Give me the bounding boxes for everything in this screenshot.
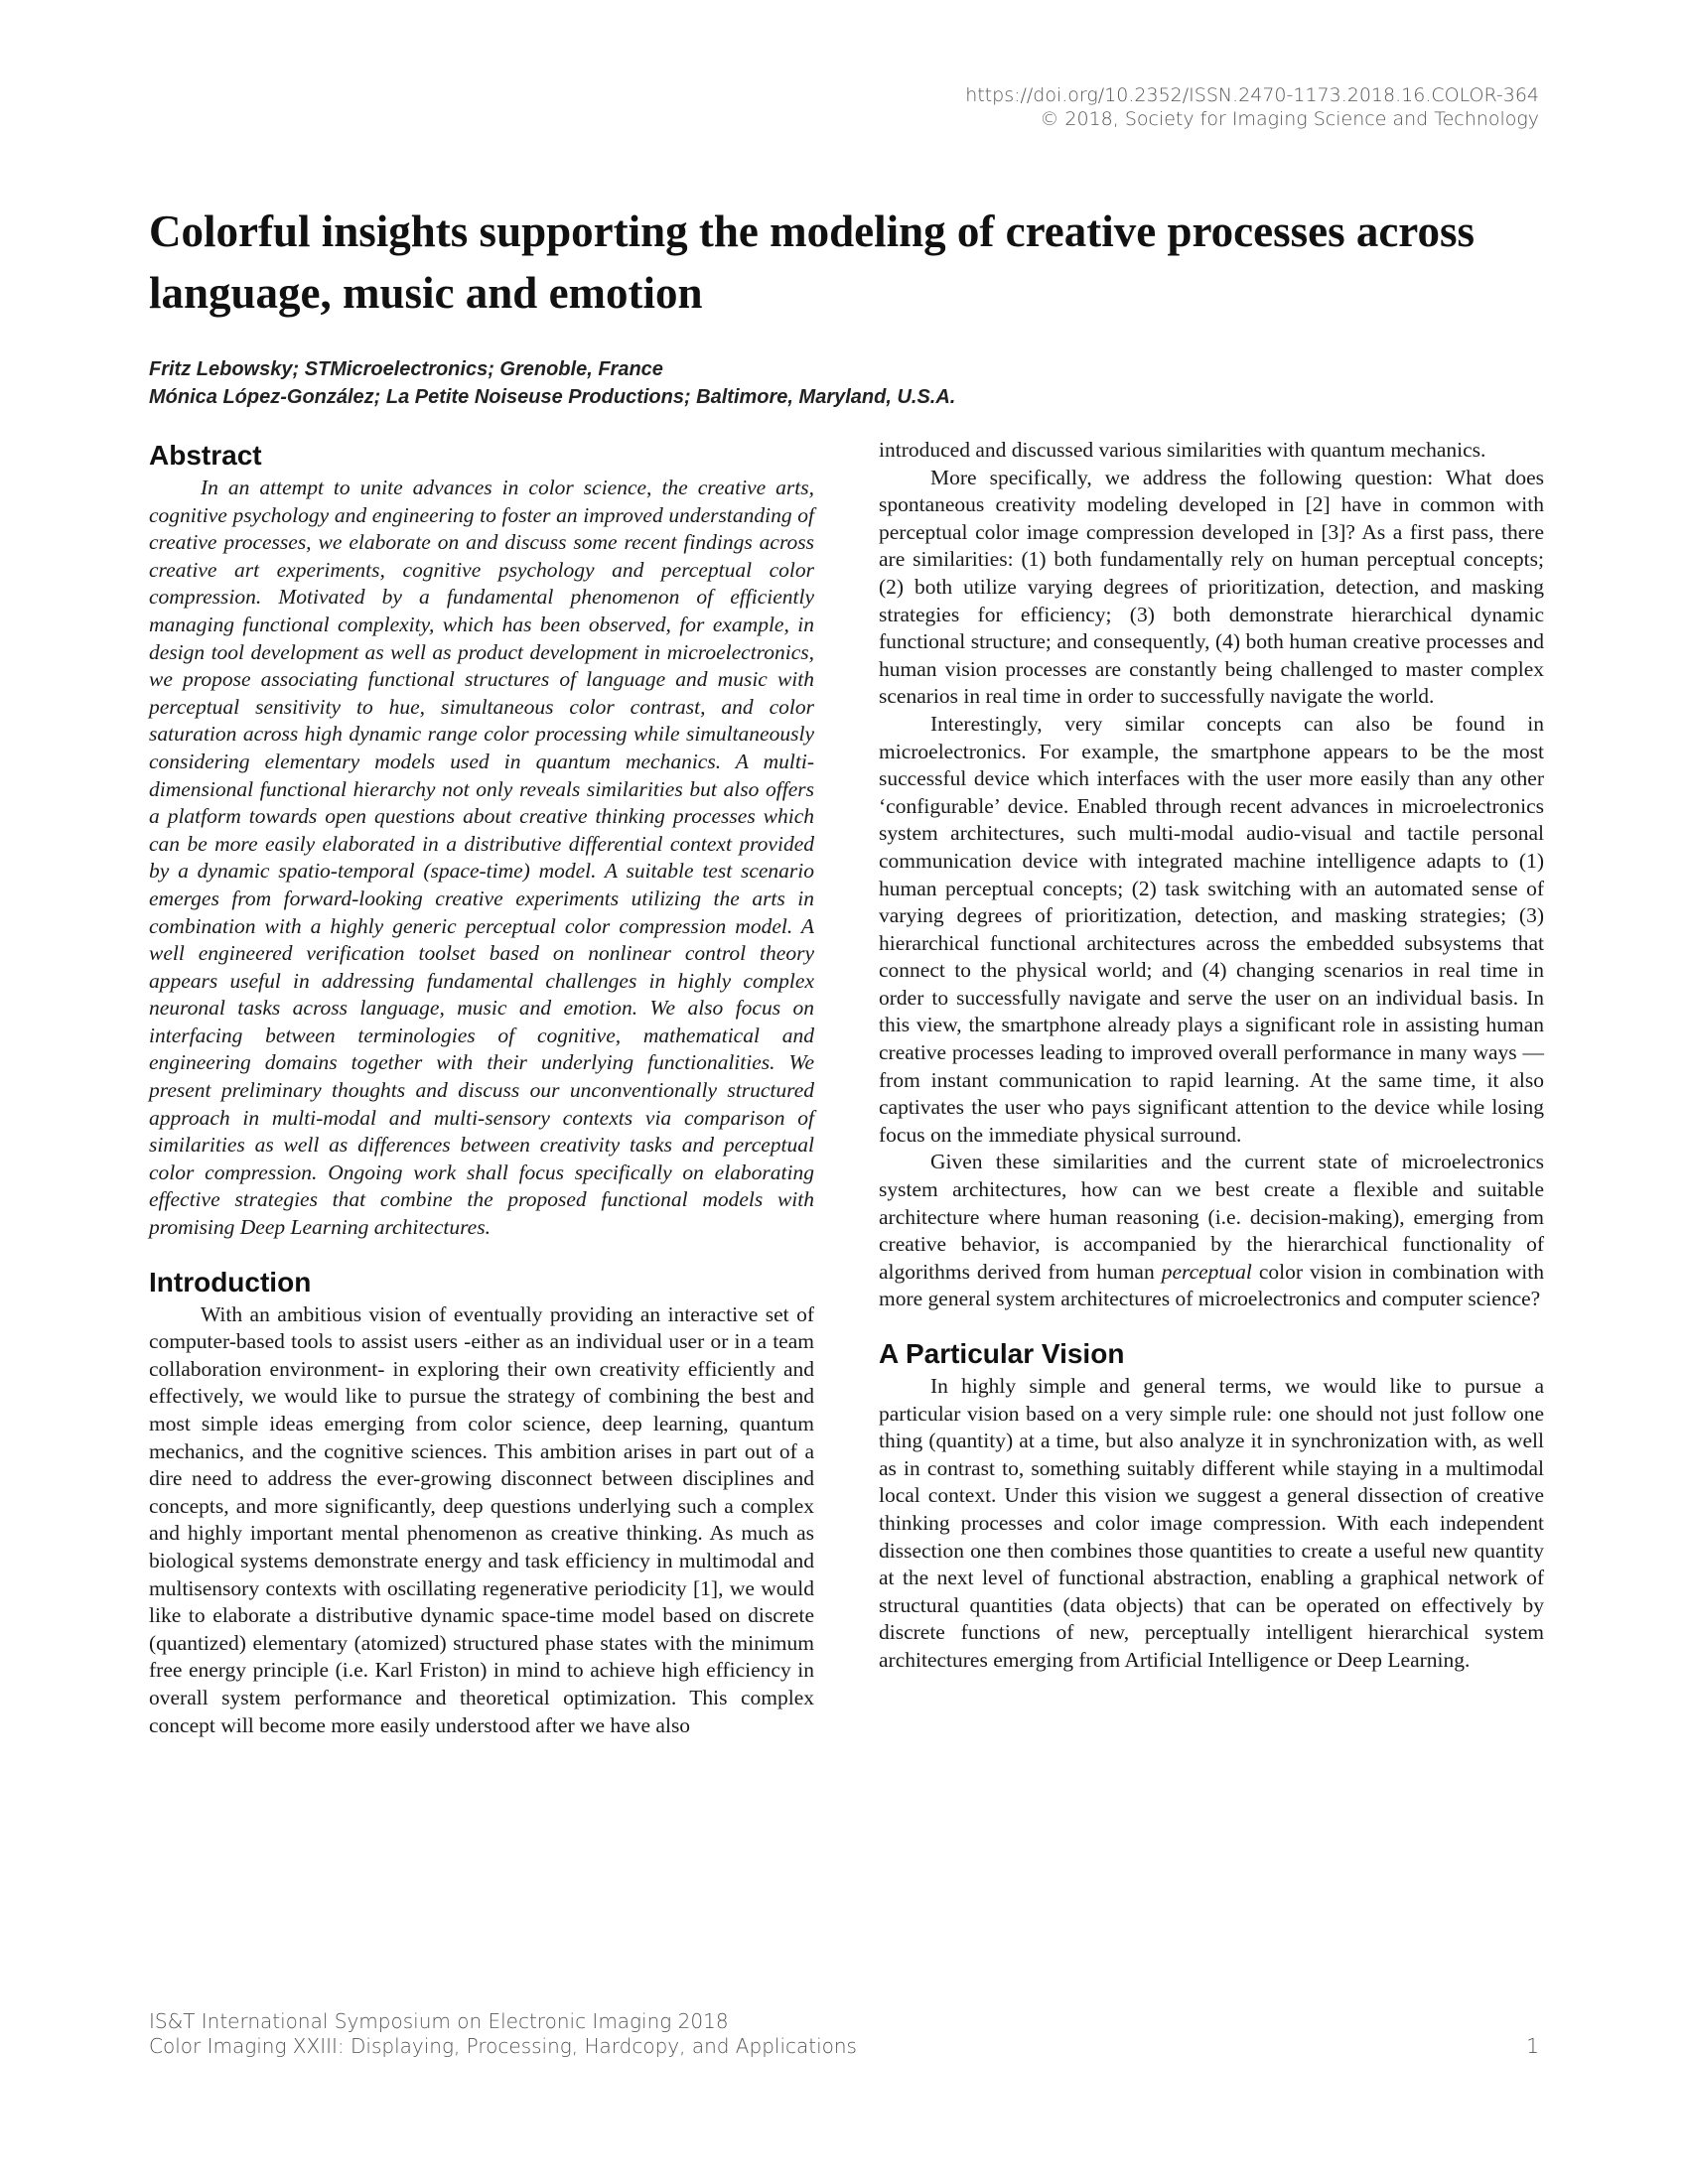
header-meta [965, 83, 1539, 131]
body-paragraph: Interestingly, very similar concepts can also be found in microelectronics. For example, the smartphone appears to be the most successful device which interfaces with the user more easily than any other ‘configurable’ device. Enabled through recent advances in microelectronics system architectures, such multi-modal audio-visual and tactile personal communication device with integrated machine intelligence adapts to (1) human perceptual concepts; (2) task switching with an automated sense of varying degrees of prioritization, detection, and masking strategies; (3) hierarchical functional architectures across the embedded subsystems that connect to the physical world; and (4) changing scenarios in real time in order to successfully navigate and serve the user on an individual basis. In this view, the smartphone already plays a significant role in assisting human creative processes leading to improved overall performance in many ways — from instant communication to rapid learning. At the same time, it also captivates the user who pays significant attention to the device while losing focus on the immediate physical surround. [879, 711, 1544, 1147]
doi-link[interactable]: https://doi.org/10.2352/ISSN.2470-1173.2018.16.COLOR-364 [965, 84, 1539, 106]
introduction-paragraph: With an ambitious vision of eventually providing an interactive set of computer-based tools to assist users -either as an individual user or in a team collaboration environment- in exploring their own creativity efficiently and effectively, we would like to pursue the strategy of combining the best and most simple ideas emerging from color science, deep learning, quantum mechanics, and the cognitive sciences. This ambition arises in part out of a dire need to address the ever-growing disconnect between disciplines and concepts, and more significantly, deep questions underlying such a complex and highly important mental phenomenon as creative thinking. As much as biological systems demonstrate energy and task efficiency in multimodal and multisensory contexts with oscillating regenerative periodicity [1], we would like to elaborate a distributive dynamic space-time model based on discrete (quantized) elementary (atomized) structured phase states with the minimum free energy principle (i.e. Karl Friston) in mind to achieve high efficiency in overall system performance and theoretical optimization. This complex concept will become more easily understood after we have also [149, 1301, 814, 1737]
emphasis-text: perceptual [1161, 1259, 1252, 1284]
author-line: Fritz Lebowsky; STMicroelectronics; Grenoble, France [149, 358, 663, 380]
body-paragraph [879, 1149, 1544, 1313]
right-column [879, 437, 1544, 1675]
left-column [149, 437, 814, 1739]
particular-vision-paragraph: In highly simple and general terms, we would like to pursue a particular vision based on a very simple rule: one should not just follow one thing (quantity) at a time, but also analyze it in synchronization with, as well as in contrast to, something suitably different while staying in a multimodal local context. Under this vision we suggest a general dissection of creative thinking processes and color image compression. With each independent dissection one then combines those quantities to create a useful new quantity at the next level of functional abstraction, enabling a graphical network of structural quantities (data objects) that can be operated on effectively by discrete functions of new, perceptually intelligent hierarchical system architectures emerging from Artificial Intelligence or Deep Learning. [879, 1374, 1544, 1672]
author-line: Mónica López-González; La Petite Noiseuse Productions; Baltimore, Maryland, U.S.A. [149, 386, 956, 408]
page-number: 1 [1526, 2034, 1539, 2058]
abstract-heading: Abstract [149, 440, 262, 471]
body-paragraph: More specifically, we address the following question: What does spontaneous creativity modeling developed in [2] have in common with perceptual color image compression developed in [3]? As a first pass, there are similarities: (1) both fundamentally rely on human perceptual concepts; (2) both utilize varying degrees of prioritization, detection, and masking strategies for efficiency; (3) both demonstrate hierarchical dynamic functional structure; and consequently, (4) both human creative processes and human vision processes are constantly being challenged to master complex scenarios in real time in order to successfully navigate the world. [879, 465, 1544, 709]
footer-conference: IS&T International Symposium on Electronic Imaging 2018 [149, 2009, 729, 2033]
introduction-heading: Introduction [149, 1266, 312, 1297]
text-run: color vision in combination with more general system architectures of microelectronics and computer science? [879, 1259, 1544, 1311]
copyright-notice: © 2018, Society for Imaging Science and Technology [1040, 108, 1539, 130]
footer-proceedings: Color Imaging XXIII: Displaying, Processing, Hardcopy, and Applications [149, 2034, 857, 2058]
abstract-paragraph: In an attempt to unite advances in color science, the creative arts, cognitive psychology and engineering to foster an improved understanding of creative processes, we elaborate on and discuss some recent findings across creative art experiments, cognitive psychology and perceptual color compression. Motivated by a fundamental phenomenon of efficiently managing functional complexity, which has been observed, for example, in design tool development as well as product development in microelectronics, we propose associating functional structures of language and music with perceptual sensitivity to hue, simultaneous color contrast, and color saturation across high dynamic range color processing while simultaneously considering elementary models used in quantum mechanics. A multi-dimensional functional hierarchy not only reveals similarities but also offers a platform towards open questions about creative thinking processes which can be more easily elaborated in a distributive differential context provided by a dynamic spatio-temporal (space-time) model. A suitable test scenario emerges from forward-looking creative experiments utilizing the arts in combination with a highly generic perceptual color compression model. A well engineered verification toolset based on nonlinear control theory appears useful in addressing fundamental challenges in highly complex neuronal tasks across language, music and emotion. We also focus on interfacing between terminologies of cognitive, mathematical and engineering domains together with their underlying functionalities. We present preliminary thoughts and discuss our unconventionally structured approach in multi-modal and multi-sensory contexts via comparison of similarities as well as differences between creativity tasks and perceptual color compression. Ongoing work shall focus specifically on elaborating effective strategies that combine the proposed functional models with promising Deep Learning architectures. [149, 476, 814, 1240]
particular-vision-heading: A Particular Vision [879, 1338, 1125, 1369]
continuation-paragraph: introduced and discussed various similarities with quantum mechanics. [879, 438, 1486, 462]
footer [149, 2009, 857, 2059]
author-list [149, 355, 1340, 411]
paper-title: Colorful insights supporting the modeling of creative processes across language, music and emotion [149, 206, 1475, 318]
text-run: Given these similarities and the current state of microelectronics system architectures, how can we best create a flexible and suitable architecture where human reasoning (i.e. decision-making), emerging from creative behavior, is accompanied by the hierarchical functionality of algorithms derived from human [879, 1150, 1544, 1284]
